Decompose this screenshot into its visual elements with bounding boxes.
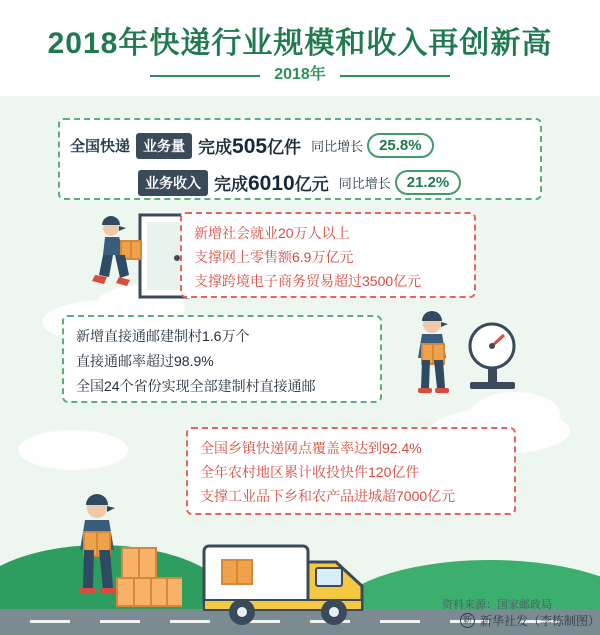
courier-delivery-icon	[85, 213, 195, 303]
kpi-panel	[58, 118, 542, 200]
road-dash	[30, 620, 70, 623]
panel-line: 直接通邮率超过98.9%	[76, 353, 214, 369]
panel-rural-network	[186, 427, 516, 515]
kpi-growth-label-revenue: 同比增长	[338, 176, 391, 191]
agency-badge-icon: 新	[460, 613, 475, 628]
kpi-tag-volume: 业务量	[136, 133, 192, 159]
kpi-prefix: 全国快递	[70, 138, 131, 155]
panel-line: 支撑跨境电子商务贸易超过3500亿元	[194, 273, 422, 289]
kpi-tag-revenue: 业务收入	[138, 170, 208, 196]
agency-credit	[460, 612, 600, 629]
header	[0, 0, 600, 96]
courier-scale-icon	[400, 308, 530, 398]
panel-village-delivery	[62, 315, 382, 403]
kpi-row	[70, 130, 530, 161]
agency-text: 新华社发（李栋制图）	[480, 614, 600, 628]
source-text: 资料来源：国家邮政局	[442, 599, 552, 611]
panel-line: 新增直接通邮建制村1.6万个	[76, 328, 250, 344]
courier-boxes-icon	[62, 490, 182, 610]
subtitle-wrap	[0, 62, 600, 88]
panel-line: 支撑工业品下乡和农产品进城超7000亿元	[200, 488, 456, 504]
panel-line: 支撑网上零售额6.9万亿元	[194, 249, 354, 265]
kpi-row	[70, 167, 530, 198]
road-dash	[100, 620, 140, 623]
kpi-growth-value-volume: 25.8%	[367, 133, 434, 158]
panel-line: 全国24个省份实现全部建制村直接通邮	[76, 378, 316, 394]
panel-employment	[180, 212, 476, 298]
kpi-value-volume: 完成505亿件	[198, 134, 302, 158]
delivery-truck-icon	[198, 520, 388, 630]
kpi-growth-value-revenue: 21.2%	[395, 170, 462, 195]
cloud-shape	[18, 430, 128, 470]
page-title: 2018年快递行业规模和收入再创新高	[47, 27, 553, 60]
panel-line: 全国乡镇快递网点覆盖率达到92.4%	[200, 440, 422, 456]
panel-line: 新增社会就业20万人以上	[194, 225, 350, 241]
page-subtitle: 2018年	[260, 62, 340, 88]
kpi-value-revenue: 完成6010亿元	[214, 171, 329, 195]
panel-line: 全年农村地区累计收投快件120亿件	[200, 464, 420, 480]
kpi-growth-label-volume: 同比增长	[311, 139, 364, 154]
